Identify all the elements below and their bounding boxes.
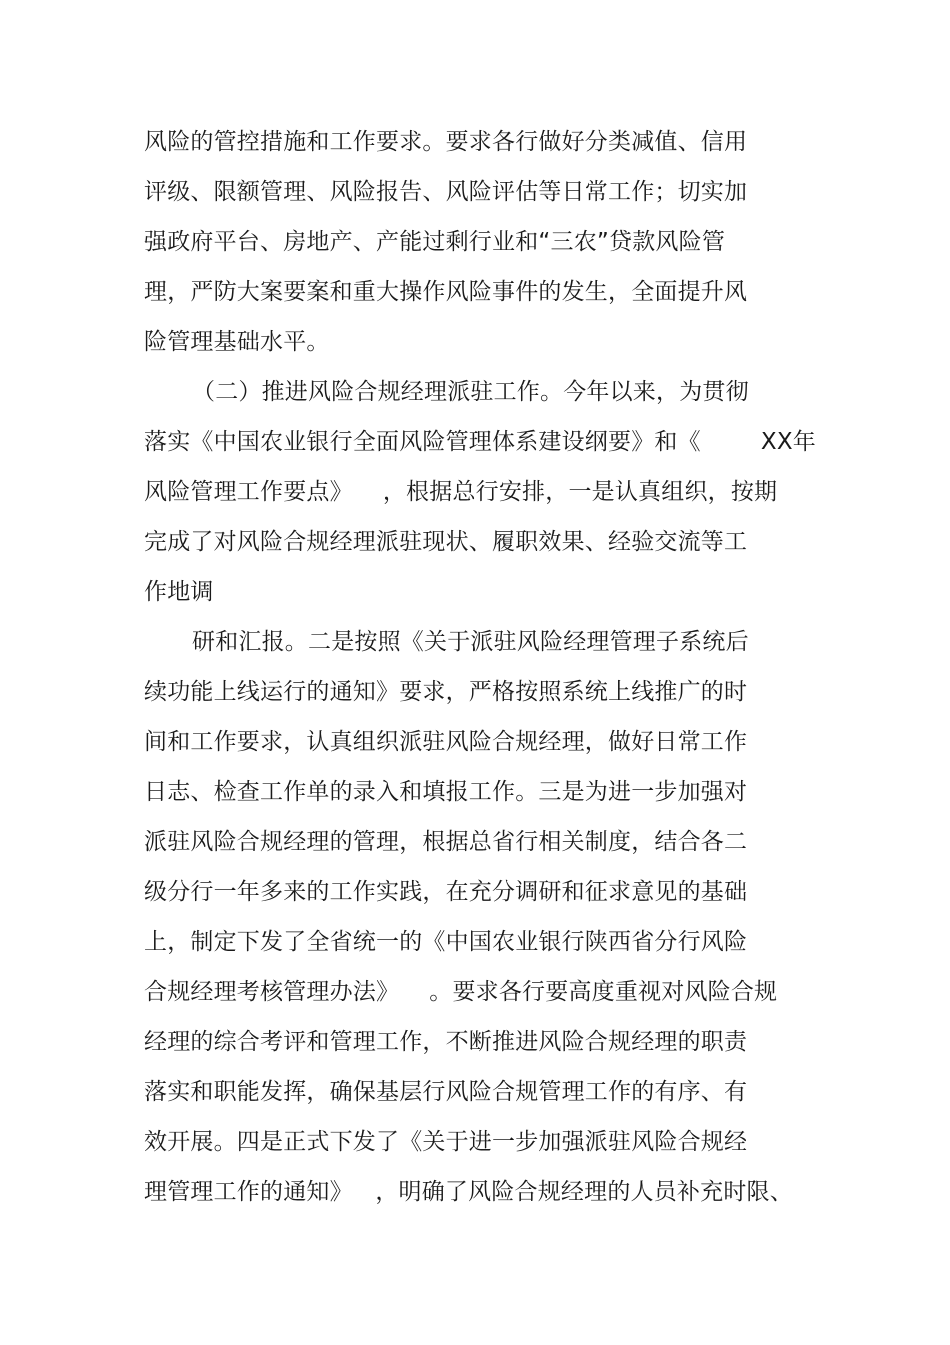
text-line: 理，严防大案要案和重大操作风险事件的发生，全面提升风 <box>144 279 748 305</box>
text-line: 理管理工作的通知》 ，明确了风险合规经理的人员补充时限、 <box>144 1179 793 1205</box>
text-line: 合规经理考核管理办法》 。要求各行要高度重视对风险合规 <box>144 979 778 1005</box>
text-line: 间和工作要求，认真组织派驻风险合规经理，做好日常工作 <box>144 729 748 755</box>
text-line: 险管理基础水平。 <box>144 329 330 355</box>
text-line: （二）推进风险合规经理派驻工作。今年以来，为贯彻 <box>192 379 749 405</box>
text-line: 级分行一年多来的工作实践，在充分调研和征求意见的基础 <box>144 879 748 905</box>
text-line: 风险管理工作要点》 ，根据总行安排，一是认真组织，按期 <box>144 479 778 505</box>
text-line: 评级、限额管理、风险报告、风险评估等日常工作；切实加 <box>144 179 748 205</box>
text-line: 研和汇报。二是按照《关于派驻风险经理管理子系统后 <box>192 629 749 655</box>
text-line: 派驻风险合规经理的管理，根据总省行相关制度，结合各二 <box>144 829 748 855</box>
text-line: 落实和职能发挥，确保基层行风险合规管理工作的有序、有 <box>144 1079 748 1105</box>
text-line: 风险的管控措施和工作要求。要求各行做好分类减值、信用 <box>144 129 748 155</box>
text-line: 完成了对风险合规经理派驻现状、履职效果、经验交流等工 <box>144 529 748 555</box>
text-line: 效开展。四是正式下发了《关于进一步加强派驻风险合规经 <box>144 1129 748 1155</box>
text-line: 上，制定下发了全省统一的《中国农业银行陕西省分行风险 <box>144 929 748 955</box>
text-line: 日志、检查工作单的录入和填报工作。三是为进一步加强对 <box>144 779 748 805</box>
text-line: 经理的综合考评和管理工作，不断推进风险合规经理的职责 <box>144 1029 748 1055</box>
text-line: 作地调 <box>144 579 214 605</box>
text-line: 强政府平台、房地产、产能过剩行业和“三农”贷款风险管 <box>144 229 726 255</box>
text-line: 落实《中国农业银行全面风险管理体系建设纲要》和《 XX年 <box>144 429 817 455</box>
text-line: 续功能上线运行的通知》要求，严格按照系统上线推广的时 <box>144 679 748 705</box>
